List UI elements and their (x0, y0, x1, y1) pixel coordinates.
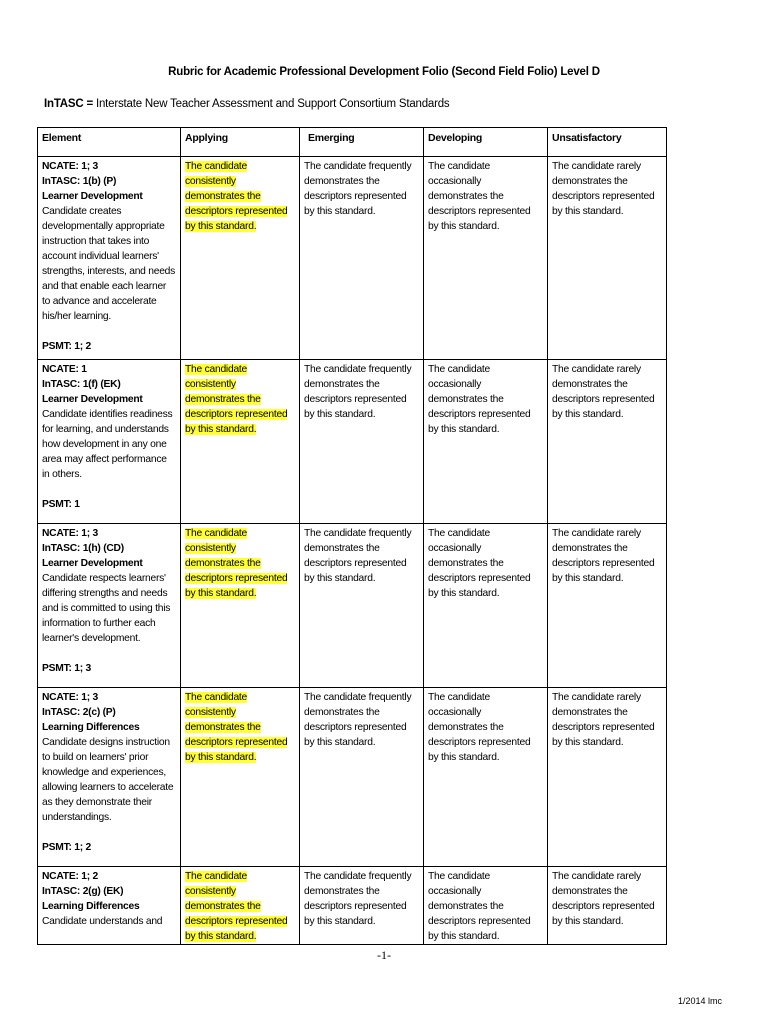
unsatisfactory-cell (548, 157, 667, 360)
developing-cell (424, 524, 548, 688)
emerging-cell (300, 867, 424, 945)
standard-description: Candidate designs instruction to build on learners' prior knowledge and experiences, allowing learners to accelerate as they demonstrate their understandings. (42, 737, 174, 823)
table-row (38, 688, 667, 867)
intasc-code: InTASC: 1(h) (CD) (42, 543, 124, 554)
developing-descriptor: The candidate occasionally demonstrates the descriptors represented by this standard. (428, 364, 531, 435)
rubric-table (37, 127, 667, 945)
standard-category: Learning Differences (42, 901, 140, 912)
psmt-code: PSMT: 1; 2 (42, 842, 91, 853)
element-cell (38, 688, 181, 867)
unsatisfactory-descriptor: The candidate rarely demonstrates the descriptors represented by this standard. (552, 528, 655, 584)
psmt-code: PSMT: 1; 2 (42, 341, 91, 352)
standard-category: Learning Differences (42, 722, 140, 733)
ncate-code: NCATE: 1; 3 (42, 692, 98, 703)
applying-descriptor: The candidate consistently demonstrates the descriptors represented by this standard. (185, 161, 288, 232)
ncate-code: NCATE: 1; 3 (42, 161, 98, 172)
ncate-code: NCATE: 1; 3 (42, 528, 98, 539)
standard-description: Candidate understands and (42, 916, 163, 927)
intasc-code: InTASC: 2(g) (EK) (42, 886, 124, 897)
psmt-code: PSMT: 1 (42, 499, 80, 510)
table-row (38, 867, 667, 945)
header-unsatisfactory: Unsatisfactory (548, 128, 667, 157)
developing-descriptor: The candidate occasionally demonstrates the descriptors represented by this standard. (428, 871, 531, 942)
standard-category: Learner Development (42, 558, 143, 569)
emerging-descriptor: The candidate frequently demonstrates the descriptors represented by this standard. (304, 871, 412, 927)
applying-cell (181, 524, 300, 688)
emerging-cell (300, 688, 424, 867)
header-element: Element (38, 128, 181, 157)
element-cell (38, 360, 181, 524)
standard-description: Candidate respects learners' differing strengths and needs and is committed to using this information to further each learner's development. (42, 573, 171, 644)
document-title: Rubric for Academic Professional Development Folio (Second Field Folio) Level D (168, 66, 600, 78)
developing-cell (424, 157, 548, 360)
element-cell (38, 524, 181, 688)
emerging-cell (300, 157, 424, 360)
unsatisfactory-descriptor: The candidate rarely demonstrates the descriptors represented by this standard. (552, 364, 655, 420)
header-row (38, 128, 667, 157)
psmt-code: PSMT: 1; 3 (42, 663, 91, 674)
unsatisfactory-descriptor: The candidate rarely demonstrates the descriptors represented by this standard. (552, 692, 655, 748)
footer-date: 1/2014 lmc (677, 996, 722, 1006)
developing-descriptor: The candidate occasionally demonstrates the descriptors represented by this standard. (428, 161, 531, 232)
applying-descriptor: The candidate consistently demonstrates the descriptors represented by this standard. (185, 692, 288, 763)
emerging-cell (300, 360, 424, 524)
intasc-definition (44, 98, 450, 110)
page-number: -1- (377, 948, 391, 962)
table-row (38, 524, 667, 688)
emerging-descriptor: The candidate frequently demonstrates the descriptors represented by this standard. (304, 692, 412, 748)
applying-descriptor: The candidate consistently demonstrates the descriptors represented by this standard. (185, 871, 288, 942)
applying-cell (181, 867, 300, 945)
table-row (38, 157, 667, 360)
element-cell (38, 157, 181, 360)
intasc-term: InTASC = (44, 98, 93, 110)
applying-descriptor: The candidate consistently demonstrates the descriptors represented by this standard. (185, 528, 288, 599)
developing-descriptor: The candidate occasionally demonstrates the descriptors represented by this standard. (428, 692, 531, 763)
applying-cell (181, 688, 300, 867)
standard-description: Candidate creates developmentally appropriate instruction that takes into account individual learners' strengths, interests, and needs and that enable each learner to advance and accelerate his/her learning. (42, 206, 176, 322)
intasc-code: InTASC: 1(f) (EK) (42, 379, 121, 390)
unsatisfactory-cell (548, 867, 667, 945)
emerging-descriptor: The candidate frequently demonstrates the descriptors represented by this standard. (304, 161, 412, 217)
element-cell (38, 867, 181, 945)
standard-category: Learner Development (42, 394, 143, 405)
standard-description: Candidate identifies readiness for learning, and understands how development in any one area may affect performance in others. (42, 409, 173, 480)
unsatisfactory-descriptor: The candidate rarely demonstrates the descriptors represented by this standard. (552, 161, 655, 217)
developing-cell (424, 688, 548, 867)
table-row (38, 360, 667, 524)
ncate-code: NCATE: 1; 2 (42, 871, 98, 882)
emerging-cell (300, 524, 424, 688)
applying-cell (181, 157, 300, 360)
intasc-code: InTASC: 2(c) (P) (42, 707, 116, 718)
unsatisfactory-cell (548, 688, 667, 867)
developing-cell (424, 867, 548, 945)
developing-cell (424, 360, 548, 524)
ncate-code: NCATE: 1 (42, 364, 87, 375)
intasc-code: InTASC: 1(b) (P) (42, 176, 117, 187)
unsatisfactory-cell (548, 360, 667, 524)
applying-cell (181, 360, 300, 524)
intasc-expansion: Interstate New Teacher Assessment and Support Consortium Standards (95, 98, 450, 110)
header-emerging: Emerging (300, 128, 424, 157)
header-applying: Applying (181, 128, 300, 157)
standard-category: Learner Development (42, 191, 143, 202)
unsatisfactory-cell (548, 524, 667, 688)
developing-descriptor: The candidate occasionally demonstrates the descriptors represented by this standard. (428, 528, 531, 599)
unsatisfactory-descriptor: The candidate rarely demonstrates the descriptors represented by this standard. (552, 871, 655, 927)
emerging-descriptor: The candidate frequently demonstrates the descriptors represented by this standard. (304, 364, 412, 420)
applying-descriptor: The candidate consistently demonstrates the descriptors represented by this standard. (185, 364, 288, 435)
emerging-descriptor: The candidate frequently demonstrates the descriptors represented by this standard. (304, 528, 412, 584)
header-developing: Developing (424, 128, 548, 157)
